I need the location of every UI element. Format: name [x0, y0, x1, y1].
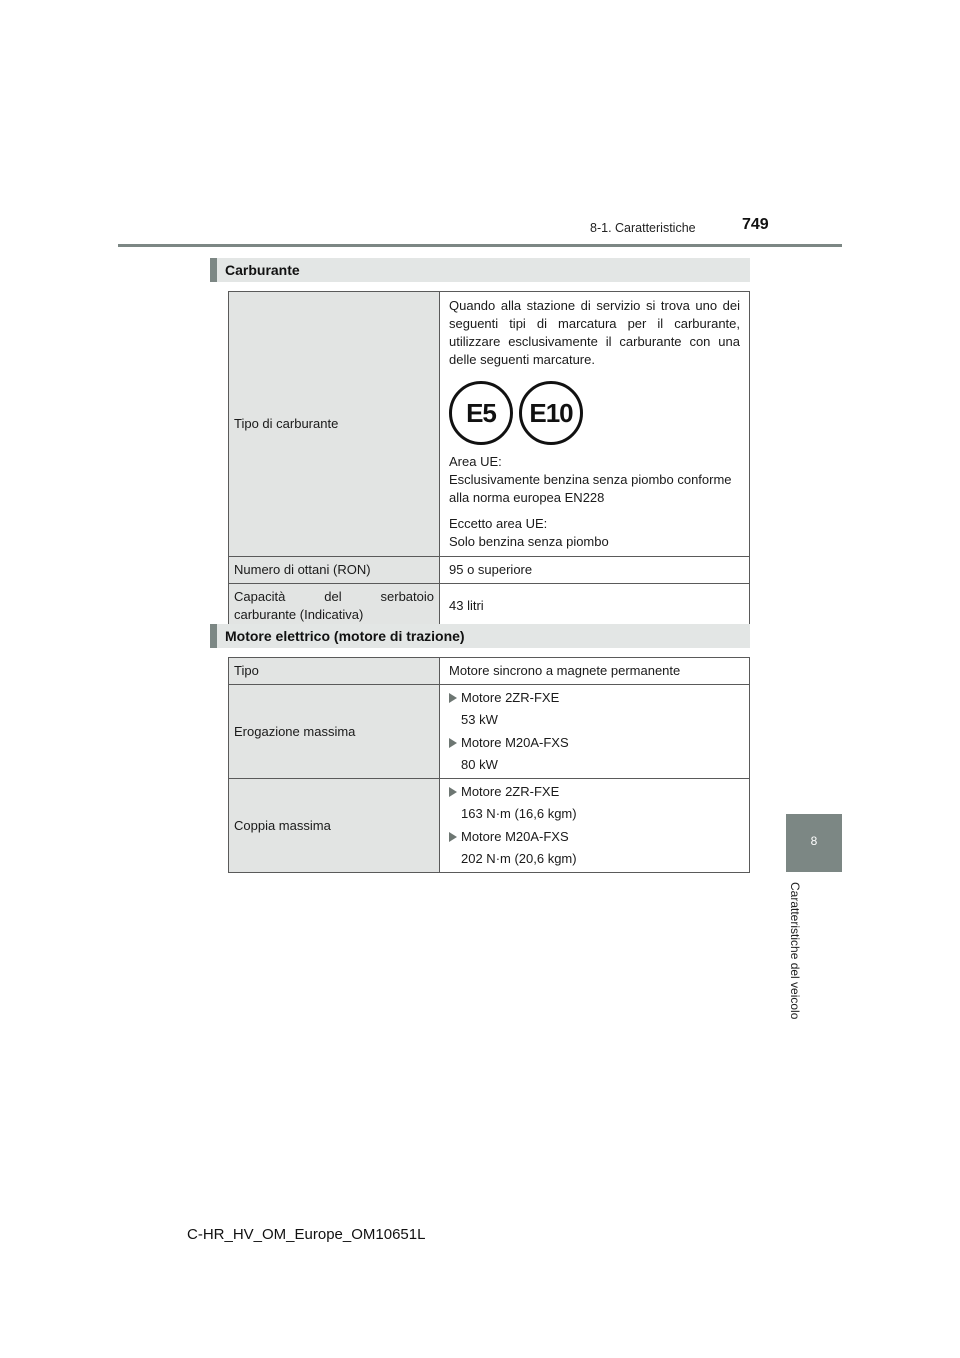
eu-area-text: Esclusivamente benzina senza piombo conforme alla norma europea EN228 [449, 472, 732, 505]
capacity-label [229, 584, 440, 628]
non-eu-area-text: Solo benzina senza piombo [449, 534, 609, 549]
fuel-table [228, 291, 750, 628]
chapter-tab[interactable]: 8 [786, 814, 842, 872]
page-number: 749 [742, 216, 769, 233]
non-eu-area-title: Eccetto area UE: [449, 516, 548, 531]
bullet-triangle-icon [449, 787, 457, 797]
bullet-triangle-icon [449, 832, 457, 842]
fuel-section-heading: Carburante [210, 258, 750, 282]
table-row [229, 779, 750, 873]
output-value: 80 kW [461, 757, 498, 772]
capacity-value: 43 litri [440, 584, 750, 628]
e5-mark: E5 [449, 381, 513, 445]
list-item [449, 687, 740, 710]
table-row [229, 658, 750, 685]
torque-value: 163 N·m (16,6 kgm) [461, 806, 577, 821]
capacity-label-line2: carburante (Indicativa) [234, 606, 364, 622]
octane-value: 95 o superiore [440, 557, 750, 584]
table-row [229, 557, 750, 584]
chapter-label [788, 882, 802, 1032]
max-torque-value [440, 779, 750, 873]
max-torque-label: Coppia massima [229, 779, 440, 873]
engine-name: Motore 2ZR-FXE [461, 689, 560, 705]
document-code: C-HR_HV_OM_Europe_OM10651L [187, 1226, 426, 1243]
max-output-label: Erogazione massima [229, 685, 440, 779]
capacity-label-line1: Capacità del serbatoio [234, 588, 434, 604]
section-reference: 8-1. Caratteristiche [590, 221, 696, 235]
chapter-label-text: Caratteristiche del veicolo [788, 882, 802, 1020]
engine-name: Motore M20A-FXS [461, 828, 569, 844]
list-item [449, 826, 740, 849]
bullet-triangle-icon [449, 738, 457, 748]
fuel-intro-text: Quando alla stazione di servizio si trova uno dei seguenti tipi di marcatura per il carburante, utilizzare esclusivamente il carburante con una delle seguenti marcature. [449, 298, 740, 367]
torque-value: 202 N·m (20,6 kgm) [461, 851, 577, 866]
fuel-type-value [440, 292, 750, 557]
motor-type-value: Motore sincrono a magnete permanente [440, 658, 750, 685]
fuel-type-label: Tipo di carburante [229, 292, 440, 557]
engine-name: Motore M20A-FXS [461, 734, 569, 750]
bullet-triangle-icon [449, 693, 457, 703]
list-item [449, 732, 740, 755]
max-output-value [440, 685, 750, 779]
table-row [229, 584, 750, 628]
motor-type-label: Tipo [229, 658, 440, 685]
output-value: 53 kW [461, 712, 498, 727]
table-row [229, 685, 750, 779]
list-item [449, 781, 740, 804]
eu-area-title: Area UE: [449, 454, 502, 469]
motor-section-heading: Motore elettrico (motore di trazione) [210, 624, 750, 648]
header-divider [118, 244, 842, 247]
table-row [229, 292, 750, 557]
engine-name: Motore 2ZR-FXE [461, 783, 560, 799]
fuel-marks [449, 381, 740, 445]
e10-mark: E10 [519, 381, 583, 445]
octane-label: Numero di ottani (RON) [229, 557, 440, 584]
motor-table [228, 657, 750, 873]
